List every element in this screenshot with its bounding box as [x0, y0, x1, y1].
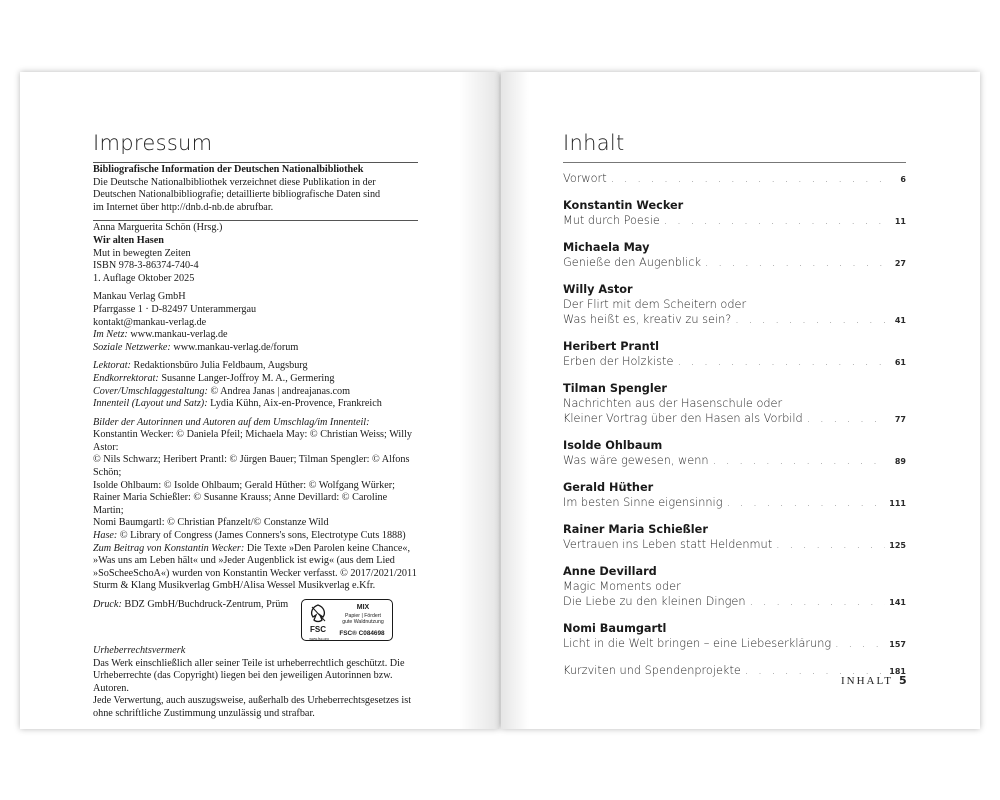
dot-leader: [677, 354, 888, 369]
toc-page-number: 181: [889, 667, 906, 676]
toc-author: Willy Astor: [563, 283, 633, 296]
web-value: www.mankau-verlag.de: [127, 329, 228, 341]
toc-page-number: 157: [889, 640, 906, 649]
image-credit-line: Rainer Maria Schießler: © Susanne Krauss; Anne Devillard: © Caroline Martin;: [93, 492, 388, 516]
toc-entry-title: Kleiner Vortrag über den Hasen als Vorbild: [563, 412, 803, 425]
toc-entry-title: Genieße den Augenblick: [563, 256, 701, 269]
bib-text: [93, 177, 418, 215]
toc-line: [563, 411, 906, 427]
image-credit-line: Konstantin Wecker: © Daniela Pfeil; Michaela May: © Christian Weiss; Willy Astor:: [93, 429, 412, 453]
web-label: Im Netz:: [93, 329, 128, 341]
right-page: [501, 72, 980, 729]
fsc-subtext: [336, 613, 390, 625]
dot-leader: [835, 636, 885, 651]
bib-line: Deutschen Nationalbibliografie; detaillierte bibliografische Daten sind: [93, 189, 381, 201]
print-value: BDZ GmbH/Buchdruck-Zentrum, Prüm: [121, 599, 289, 610]
fsc-label: [301, 599, 393, 641]
toc-line: [563, 495, 906, 511]
hase-value: © Library of Congress (James Conners's sons, Electrotype Cuts 1888): [117, 530, 406, 542]
image-credit-line: Nomi Baumgartl: © Christian Pfanzelt/© Constanze Wild: [93, 517, 329, 529]
toc-entry-title: Vorwort: [563, 172, 607, 185]
dot-leader: [611, 171, 888, 186]
credit-value: Susanne Langer-Joffroy M. A., Germering: [158, 372, 335, 384]
toc-entry-ohlbaum: [563, 438, 906, 469]
toc-line: [563, 396, 906, 411]
toc-line: [563, 354, 906, 370]
dot-leader: [807, 411, 888, 426]
toc-author: Gerald Hüther: [563, 481, 654, 494]
toc-author: Tilman Spengler: [563, 382, 667, 395]
beitrag-line: Sturm & Klang Musikverlag GmbH/Alisa Wessel Musikverlag e.Kfr.: [93, 580, 376, 592]
fsc-mix: MIX: [356, 604, 370, 611]
toc-page-number: 27: [894, 259, 906, 268]
toc-entry-title: Mut durch Poesie: [563, 214, 660, 227]
toc-entry-title: Der Flirt mit dem Scheitern oder: [563, 298, 747, 311]
footer-label: INHALT: [841, 675, 893, 687]
dot-leader: [713, 453, 888, 468]
toc-entry-title: Nachrichten aus der Hasenschule oder: [563, 397, 783, 410]
social-line: [93, 342, 418, 355]
toc-entry-huether: [563, 480, 906, 511]
toc-entry-wecker: [563, 198, 906, 229]
toc-page-number: 61: [894, 358, 906, 367]
toc-author: Heribert Prantl: [563, 340, 660, 353]
toc-entry-vorwort: [563, 171, 906, 187]
toc-page-number: 141: [889, 598, 906, 607]
divider: [93, 162, 418, 163]
gutter-shadow: [459, 72, 499, 729]
web-line: [93, 329, 418, 342]
beitrag-line: »SoScheeSchoA«) wurden von Konstantin Wecker verfasst. © 2017/2021/2011: [93, 567, 417, 579]
toc-page-number: 6: [900, 175, 906, 184]
dot-leader: [705, 255, 888, 270]
beitrag-credit: [93, 543, 418, 593]
print-label: Druck:: [93, 599, 122, 610]
dot-leader: [664, 213, 888, 228]
publisher-info: [93, 291, 418, 354]
toc-entry-title: Was wäre gewesen, wenn: [563, 454, 709, 467]
credit-label: Lektorat:: [93, 360, 131, 372]
toc-line: [563, 579, 906, 594]
divider: [93, 220, 418, 221]
toc-entry-title: Kurzviten und Spendenprojekte: [563, 664, 741, 677]
credit-label: Cover/Umschlaggestaltung:: [93, 385, 208, 397]
toc-author: Anne Devillard: [563, 565, 657, 578]
image-credit-line: Isolde Ohlbaum: © Isolde Ohlbaum; Gerald Hüther: © Wolfgang Würker;: [93, 479, 396, 491]
copyright-line: Jede Verwertung, auch auszugsweise, außerhalb des Urheberrechtsgesetzes ist: [93, 695, 412, 707]
bib-line: im Internet über http://dnb.d-nb.de abrufbar.: [93, 201, 274, 213]
toc-line: [563, 537, 906, 553]
publisher-line: Pfarrgasse 1 · D-82497 Unterammergau: [93, 303, 257, 315]
copyright-line: Das Werk einschließlich aller seiner Teile ist urheberrechtlich geschützt. Die: [93, 657, 405, 669]
toc-author: Rainer Maria Schießler: [563, 523, 708, 536]
credit-line: [93, 373, 418, 386]
dot-leader: [726, 495, 885, 510]
publisher-line: kontakt@mankau-verlag.de: [93, 316, 207, 328]
page-number: 5: [898, 674, 907, 687]
hase-label: Hase:: [93, 530, 118, 542]
copyright-line: Urheberrechte (das Copyright) liegen bei den jeweiligen Autorinnen bzw. Autoren.: [93, 670, 393, 694]
toc-line: [563, 171, 906, 187]
toc-entry-title: Licht in die Welt bringen – eine Liebeserklärung: [563, 637, 832, 650]
toc-author: Konstantin Wecker: [563, 199, 684, 212]
print-row: [93, 599, 418, 645]
toc-page-number: 41: [894, 316, 906, 325]
social-label: Soziale Netzwerke:: [93, 341, 171, 353]
book-info: [93, 222, 418, 285]
toc-author: Isolde Ohlbaum: [563, 439, 663, 452]
toc-entry-devillard: [563, 564, 906, 610]
fsc-sub-line: Papier | Fördert: [345, 613, 381, 619]
gutter-shadow: [501, 72, 529, 729]
credit-value: Redaktionsbüro Julia Feldbaum, Augsburg: [130, 360, 308, 372]
copyright-label: Urheberrechtsvermerk: [93, 645, 186, 656]
dot-leader: [750, 594, 886, 609]
fsc-tree-icon: [306, 603, 330, 637]
bib-heading: Bibliografische Information der Deutschen Nationalbibliothek: [93, 164, 364, 175]
edition: 1. Auflage Oktober 2025: [93, 272, 195, 284]
hase-credit: [93, 530, 418, 543]
toc-entry-astor: [563, 282, 906, 328]
fsc-url: www.fsc.org: [309, 637, 329, 641]
print-credit: [93, 599, 288, 612]
beitrag-line: [93, 543, 418, 556]
fsc-sub-line: gute Waldnutzung: [342, 619, 384, 625]
toc-line: [563, 453, 906, 469]
page-footer: [841, 674, 907, 687]
isbn: ISBN 978-3-86374-740-4: [93, 260, 199, 272]
toc-page-number: 111: [889, 499, 906, 508]
credit-label: Endkorrektorat:: [93, 372, 159, 384]
credit-line: [93, 360, 418, 373]
fsc-code: FSC® C084698: [339, 630, 385, 637]
toc-title: Inhalt: [563, 131, 625, 155]
credit-line: [93, 386, 418, 399]
dot-leader: [776, 537, 885, 552]
beitrag-line: »Was uns am Leben hält« und »Jeder Augenblick ist ewig« (aus dem Lied: [93, 555, 395, 567]
image-credits-label: Bilder der Autorinnen und Autoren auf dem Umschlag/im Innenteil:: [93, 416, 370, 428]
toc-page-number: 89: [894, 457, 906, 466]
social-value: www.mankau-verlag.de/forum: [170, 341, 299, 353]
publisher-line: Mankau Verlag GmbH: [93, 291, 186, 303]
fsc-logo-text: FSC: [310, 625, 326, 634]
table-of-contents: [563, 130, 906, 690]
toc-page-number: 11: [894, 217, 906, 226]
credit-value: © Andrea Janas | andreajanas.com: [207, 385, 351, 397]
toc-entry-title: Magic Moments oder: [563, 580, 681, 593]
toc-entry-spengler: [563, 381, 906, 427]
beitrag-label: Zum Beitrag von Konstantin Wecker:: [93, 542, 245, 554]
toc-line: [563, 297, 906, 312]
beitrag-value: Die Texte »Den Parolen keine Chance«,: [244, 542, 411, 554]
toc-entry-schiessler: [563, 522, 906, 553]
toc-author: Nomi Baumgartl: [563, 622, 667, 635]
toc-entry-prantl: [563, 339, 906, 370]
impressum-block: [93, 130, 418, 721]
credit-value: Lydia Kühn, Aix-en-Provence, Frankreich: [207, 398, 382, 410]
toc-line: [563, 255, 906, 271]
dot-leader: [735, 312, 888, 327]
toc-entry-baumgartl: [563, 621, 906, 652]
toc-line: [563, 312, 906, 328]
editor: Anna Marguerita Schön (Hrsg.): [93, 222, 223, 234]
book-subtitle: Mut in bewegten Zeiten: [93, 247, 191, 259]
toc-entry-may: [563, 240, 906, 271]
divider: [563, 162, 906, 163]
book-title: Wir alten Hasen: [93, 234, 164, 246]
bib-line: Die Deutsche Nationalbibliothek verzeichnet diese Publikation in der: [93, 176, 376, 188]
toc-entry-title: Was heißt es, kreativ zu sein?: [563, 313, 732, 326]
toc-line: [563, 636, 906, 652]
toc-entry-title: Erben der Holzkiste: [563, 355, 674, 368]
copyright-notice: [93, 645, 418, 721]
toc-entry-title: Die Liebe zu den kleinen Dingen: [563, 595, 746, 608]
credit-label: Innenteil (Layout und Satz):: [93, 398, 208, 410]
left-page: [20, 72, 499, 729]
impressum-title: Impressum: [93, 131, 213, 155]
toc-page-number: 77: [894, 415, 906, 424]
toc-author: Michaela May: [563, 241, 650, 254]
copyright-line: ohne schriftliche Zustimmung unzulässig und strafbar.: [93, 707, 315, 719]
toc-line: [563, 213, 906, 229]
credits: [93, 360, 418, 410]
image-credit-line: © Nils Schwarz; Heribert Prantl: © Jürgen Bauer; Tilman Spengler: © Alfons Schön;: [93, 454, 410, 479]
toc-entry-title: Vertrauen ins Leben statt Heldenmut: [563, 538, 773, 551]
image-credits: [93, 417, 418, 530]
toc-line: [563, 594, 906, 610]
toc-entry-title: Im besten Sinne eigensinnig: [563, 496, 723, 509]
toc-page-number: 125: [889, 541, 906, 550]
credit-line: [93, 398, 418, 411]
